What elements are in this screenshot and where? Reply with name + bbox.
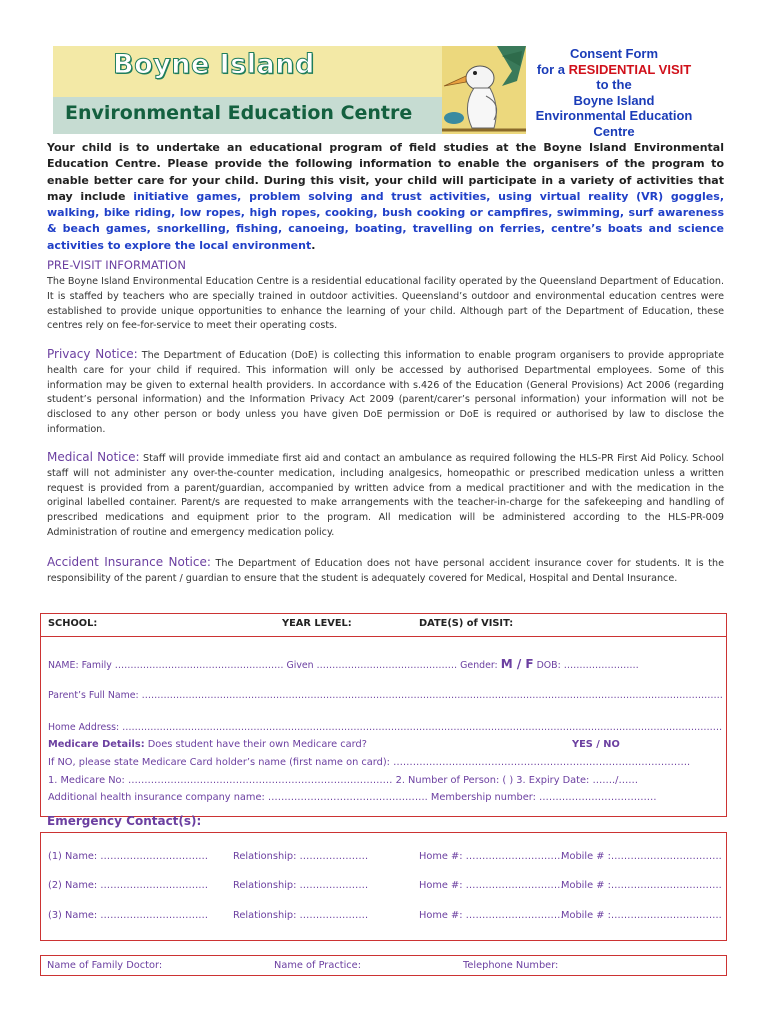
card-holder-label: If NO, please state Medicare Card holder’s name (first name on card): xyxy=(48,757,390,768)
medical-heading: Medical Notice: xyxy=(47,450,140,464)
consent-line-2-prefix: for a xyxy=(536,61,565,77)
form-divider xyxy=(41,636,726,637)
intro-paragraph xyxy=(47,140,724,254)
emergency-contact-2-home[interactable]: Home #: ………………………… xyxy=(419,880,564,891)
dob-field[interactable]: DOB: …………………… xyxy=(536,660,639,671)
consent-line-1: Consent Form xyxy=(569,46,659,61)
family-doctor-field[interactable]: Name of Family Doctor: xyxy=(47,960,163,971)
medicare-number-row[interactable]: 1. Medicare No: ……………………………………………………………………… 2. Number of Person: ( ) 3. Expiry Date: ……./…… xyxy=(48,775,639,786)
card-holder-dots: ………………………………………………………………………………. xyxy=(393,757,691,768)
consent-line-5: Environmental Education xyxy=(535,108,693,123)
emergency-contact-3-relationship[interactable]: Relationship: ………………… xyxy=(233,910,369,921)
medical-text: Staff will provide immediate first aid and contact an ambulance as required following the HLS-PR First Aid Policy. School staff will not administer any over-the-counter medication, including analgesics, homeopathic or prescribed medication unless a written request is provided from a parent/guardian, accompanied by written advice from a medical practitioner and with the medication in the original labelled container. Parent/s are requested to make arrangements with the teacher-in-charge for the safekeeping and handling of prescribed medications and equipment prior to the program. All medication will be administered according to the HLS-PR-009 Administration of routine and emergency medication policy. xyxy=(47,453,724,538)
emergency-contact-3-mobile[interactable]: Mobile # :……………………………. xyxy=(561,910,722,921)
emergency-contact-2-name[interactable]: (2) Name: …………………………… xyxy=(48,880,209,891)
pelican-illustration-icon xyxy=(442,46,526,134)
school-field[interactable]: SCHOOL: xyxy=(48,618,98,629)
residential-visit-highlight: RESIDENTIAL VISIT xyxy=(568,61,692,77)
intro-end: . xyxy=(311,238,316,252)
consent-line-4: Boyne Island xyxy=(573,92,655,108)
insurance-heading: Accident Insurance Notice: xyxy=(47,555,211,569)
practice-name-field[interactable]: Name of Practice: xyxy=(274,960,362,971)
emergency-contact-1-relationship[interactable]: Relationship: ………………… xyxy=(233,851,369,862)
student-name-field[interactable] xyxy=(48,657,639,671)
medicare-yes-no[interactable]: YES / NO xyxy=(572,739,620,750)
telephone-number-field[interactable]: Telephone Number: xyxy=(463,960,559,971)
consent-title-block xyxy=(534,46,694,139)
dates-of-visit-field[interactable]: DATE(S) of VISIT: xyxy=(419,618,514,629)
home-address-field[interactable]: Home Address: ………………………………………………………………………………………………………………………………………………………………………… xyxy=(48,722,723,733)
insurance-notice xyxy=(47,555,724,587)
family-doctor-box xyxy=(40,955,727,976)
insurance-text: The Department of Education does not have personal accident insurance cover for students. It is the responsibility of the parent / guardian to ensure that the student is adequately covered for Medical, Hospital and Dental Insurance. xyxy=(47,558,724,584)
gender-options[interactable]: M / F xyxy=(500,657,534,671)
consent-line-3: to the xyxy=(596,77,632,92)
emergency-contact-2-mobile[interactable]: Mobile # :……………………………. xyxy=(561,880,722,891)
medicare-question-row xyxy=(48,739,367,750)
emergency-contact-2-relationship[interactable]: Relationship: ………………… xyxy=(233,880,369,891)
previsit-text: The Boyne Island Environmental Education Centre is a residential educational facility operated by the Queensland Department of Education. It is staffed by teachers who are specially trained in outdoor activities. Queensland’s outdoor and environmental education centres were established to provide unique opportunities to enhance the learning of your child. Although part of the Department of Education, these centres rely on fee-for-service to meet their operating costs. xyxy=(47,276,724,332)
emergency-contacts-box xyxy=(40,832,727,941)
card-holder-field[interactable] xyxy=(48,757,690,768)
privacy-notice xyxy=(47,347,724,438)
banner-title-line2: Environmental Education Centre xyxy=(65,102,413,124)
student-details-form xyxy=(40,613,727,817)
emergency-contact-1-home[interactable]: Home #: ………………………… xyxy=(419,851,564,862)
header-banner xyxy=(53,46,526,134)
additional-insurance-row[interactable]: Additional health insurance company name: …………………………………………. Membership number: ……………………………… xyxy=(48,792,657,803)
emergency-contact-3-name[interactable]: (3) Name: …………………………… xyxy=(48,910,209,921)
privacy-text: The Department of Education (DoE) is collecting this information to enable program organisers to provide appropriate health care for your child if required. This information will only be accessed by authorised Departmental employees. Some of this information may be given to external health providers. In accordance with s.426 of the Education (General Provisions) Act 2006 (regarding student’s personal information) and the Information Privacy Act 2009 (parent/carer’s personal information) your information will not be disclosed to any other person or body unless you have given DoE permission or DoE is required or authorised by law to disclose the information. xyxy=(47,350,724,435)
intro-text: Your child is to undertake an educational program of field studies at the Boyne Island Environmental Education Centre. Please provide the following information to enable the organisers of the program to enable better care for your child. During this visit, your child will participate in a variety of activities that may include xyxy=(47,141,724,203)
medical-notice xyxy=(47,450,724,541)
consent-line-6: Centre xyxy=(593,123,635,139)
medicare-label: Medicare Details: xyxy=(48,739,145,750)
banner-title-line1: Boyne Island xyxy=(113,49,315,80)
privacy-heading: Privacy Notice: xyxy=(47,347,138,361)
previsit-heading: PRE-VISIT INFORMATION xyxy=(47,258,186,272)
medicare-question: Does student have their own Medicare card? xyxy=(147,739,367,750)
intro-activities: initiative games, problem solving and trust activities, using virtual reality (VR) goggles, walking, bike riding, low ropes, high ropes, cooking, bush cooking or campfires, swimming, surf awareness & beach games, snorkelling, fishing, canoeing, boating, travelling on ferries, centre’s boats and science activities to explore the local environment xyxy=(47,189,724,252)
consent-line-2 xyxy=(534,62,694,78)
emergency-contacts-heading: Emergency Contact(s): xyxy=(47,814,202,828)
emergency-contact-3-home[interactable]: Home #: ………………………… xyxy=(419,910,564,921)
emergency-contact-1-name[interactable]: (1) Name: …………………………… xyxy=(48,851,209,862)
parent-name-field[interactable]: Parent’s Full Name: …………………………………………………………………………………………………………………………………………………………………… xyxy=(48,690,723,701)
year-level-field[interactable]: YEAR LEVEL: xyxy=(282,618,352,629)
emergency-contact-1-mobile[interactable]: Mobile # :……………………………. xyxy=(561,851,722,862)
student-name-label: NAME: Family ……………………………………………… Given ……………………………………… Gender: xyxy=(48,660,498,671)
